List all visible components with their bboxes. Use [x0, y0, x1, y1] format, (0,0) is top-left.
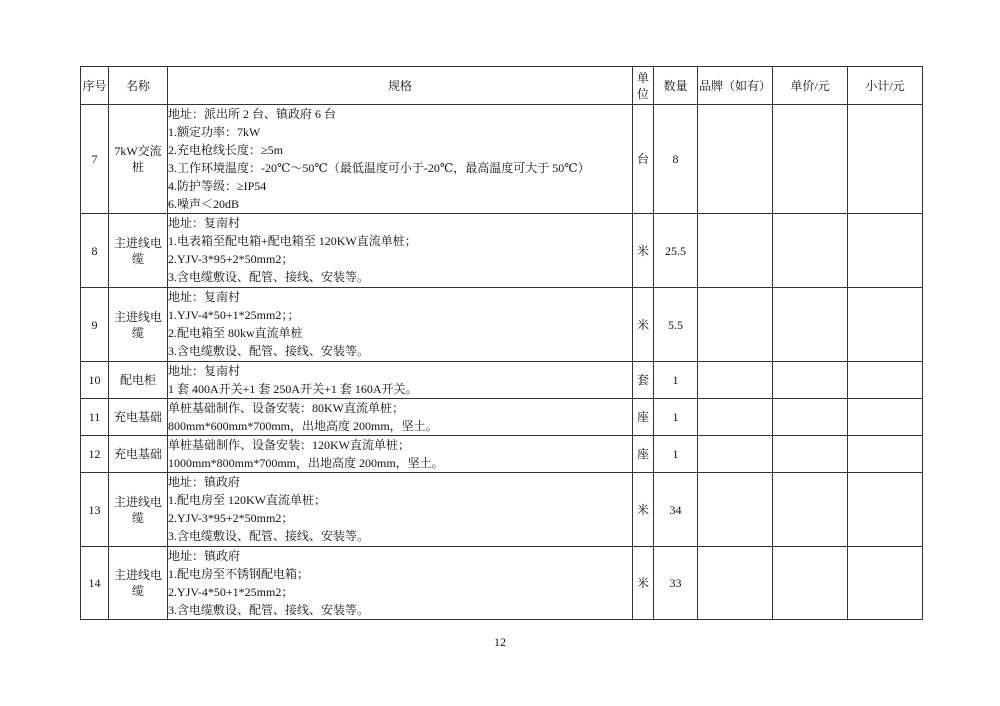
spec-line: 800mm*600mm*700mm，出地高度 200mm，坚土。 — [168, 419, 438, 433]
spec-line: 2.充电枪线长度：≥5m — [168, 143, 283, 157]
subtotal-cell — [848, 288, 923, 362]
unit-cell: 米 — [633, 547, 654, 620]
qty-cell: 8 — [654, 105, 698, 214]
spec-line: 2.配电箱至 80kw直流单桩 — [168, 326, 303, 340]
spec-line: 单桩基础制作、设备安装：120KW直流单桩； — [168, 438, 410, 452]
name-cell: 主进线电缆 — [109, 214, 168, 288]
header-spec: 规格 — [168, 67, 633, 105]
spec-line: 3.含电缆敷设、配管、接线、安装等。 — [168, 529, 370, 543]
seq-cell: 7 — [81, 105, 109, 214]
qty-cell: 25.5 — [654, 214, 698, 288]
spec-line: 1.额定功率：7kW — [168, 125, 261, 139]
table-row — [81, 288, 923, 362]
seq-cell: 9 — [81, 288, 109, 362]
page-number: 12 — [494, 635, 506, 649]
brand-cell — [698, 547, 773, 620]
spec-line: 6.噪声＜20dB — [168, 197, 240, 211]
spec-line: 1000mm*800mm*700mm，出地高度 200mm，坚土。 — [168, 456, 444, 470]
spec-line: 地址：复南村 — [168, 216, 241, 230]
subtotal-cell — [848, 547, 923, 620]
table-row — [81, 105, 923, 214]
spec-cell — [168, 473, 633, 547]
brand-cell — [698, 436, 773, 473]
qty-cell: 5.5 — [654, 288, 698, 362]
spec-line: 3.含电缆敷设、配管、接线、安装等。 — [168, 603, 370, 617]
table-row — [81, 362, 923, 399]
price-cell — [773, 436, 848, 473]
table-row — [81, 399, 923, 436]
subtotal-cell — [848, 362, 923, 399]
qty-cell: 33 — [654, 547, 698, 620]
table-body — [81, 105, 923, 620]
spec-line: 3.含电缆敷设、配管、接线、安装等。 — [168, 270, 370, 284]
subtotal-cell — [848, 399, 923, 436]
name-cell: 7kW交流桩 — [109, 105, 168, 214]
seq-cell: 8 — [81, 214, 109, 288]
unit-cell: 米 — [633, 473, 654, 547]
brand-cell — [698, 214, 773, 288]
qty-cell: 1 — [654, 436, 698, 473]
name-cell: 配电柜 — [109, 362, 168, 399]
table-row — [81, 436, 923, 473]
header-row — [81, 67, 923, 105]
unit-cell: 米 — [633, 214, 654, 288]
name-cell: 主进线电缆 — [109, 547, 168, 620]
qty-cell: 1 — [654, 399, 698, 436]
price-cell — [773, 105, 848, 214]
table-row — [81, 214, 923, 288]
price-cell — [773, 288, 848, 362]
seq-cell: 12 — [81, 436, 109, 473]
unit-cell: 座 — [633, 436, 654, 473]
price-cell — [773, 399, 848, 436]
spec-cell — [168, 547, 633, 620]
seq-cell: 13 — [81, 473, 109, 547]
name-cell: 主进线电缆 — [109, 473, 168, 547]
spec-line: 3.工作环境温度：-20℃～50℃（最低温度可小于-20℃，最高温度可大于 50℃） — [168, 161, 590, 175]
brand-cell — [698, 288, 773, 362]
name-cell: 主进线电缆 — [109, 288, 168, 362]
seq-cell: 14 — [81, 547, 109, 620]
unit-cell: 台 — [633, 105, 654, 214]
subtotal-cell — [848, 105, 923, 214]
spec-cell — [168, 288, 633, 362]
price-cell — [773, 473, 848, 547]
price-cell — [773, 214, 848, 288]
spec-line: 4.防护等级：≥IP54 — [168, 179, 267, 193]
header-unit: 单位 — [633, 67, 654, 105]
spec-line: 1.电表箱至配电箱+配电箱至 120KW直流单桩； — [168, 234, 417, 248]
name-cell: 充电基础 — [109, 436, 168, 473]
price-cell — [773, 547, 848, 620]
header-subtotal: 小计/元 — [848, 67, 923, 105]
spec-cell — [168, 436, 633, 473]
brand-cell — [698, 473, 773, 547]
spec-line: 地址：复南村 — [168, 290, 241, 304]
spec-line: 地址：复南村 — [168, 364, 241, 378]
spec-line: 地址：镇政府 — [168, 549, 241, 563]
spec-line: 2.YJV-4*50+1*25mm2； — [168, 585, 294, 599]
seq-cell: 10 — [81, 362, 109, 399]
header-price: 单价/元 — [773, 67, 848, 105]
seq-cell: 11 — [81, 399, 109, 436]
subtotal-cell — [848, 473, 923, 547]
spec-line: 3.含电缆敷设、配管、接线、安装等。 — [168, 344, 370, 358]
spec-cell — [168, 362, 633, 399]
spec-line: 地址：派出所 2 台、镇政府 6 台 — [168, 107, 337, 121]
spec-line: 1.配电房至 120KW直流单桩； — [168, 493, 326, 507]
name-cell: 充电基础 — [109, 399, 168, 436]
spec-cell — [168, 105, 633, 214]
spec-line: 2.YJV-3*95+2*50mm2； — [168, 252, 294, 266]
spec-line: 地址：镇政府 — [168, 475, 241, 489]
spec-cell — [168, 399, 633, 436]
price-cell — [773, 362, 848, 399]
header-qty: 数量 — [654, 67, 698, 105]
unit-cell: 米 — [633, 288, 654, 362]
spec-line: 1.配电房至不锈钢配电箱； — [168, 567, 310, 581]
subtotal-cell — [848, 214, 923, 288]
table-row — [81, 473, 923, 547]
spec-line: 2.YJV-3*95+2*50mm2； — [168, 511, 294, 525]
header-brand: 品牌（如有） — [698, 67, 773, 105]
spec-line: 1 套 400A开关+1 套 250A开关+1 套 160A开关。 — [168, 382, 418, 396]
brand-cell — [698, 362, 773, 399]
header-seq: 序号 — [81, 67, 109, 105]
unit-cell: 套 — [633, 362, 654, 399]
spec-cell — [168, 214, 633, 288]
spec-line: 1.YJV-4*50+1*25mm2；； — [168, 308, 300, 322]
brand-cell — [698, 399, 773, 436]
brand-cell — [698, 105, 773, 214]
qty-cell: 1 — [654, 362, 698, 399]
subtotal-cell — [848, 436, 923, 473]
header-name: 名称 — [109, 67, 168, 105]
table-row — [81, 547, 923, 620]
qty-cell: 34 — [654, 473, 698, 547]
spec-table — [80, 66, 923, 620]
unit-cell: 座 — [633, 399, 654, 436]
spec-line: 单桩基础制作、设备安装：80KW直流单桩； — [168, 401, 404, 415]
